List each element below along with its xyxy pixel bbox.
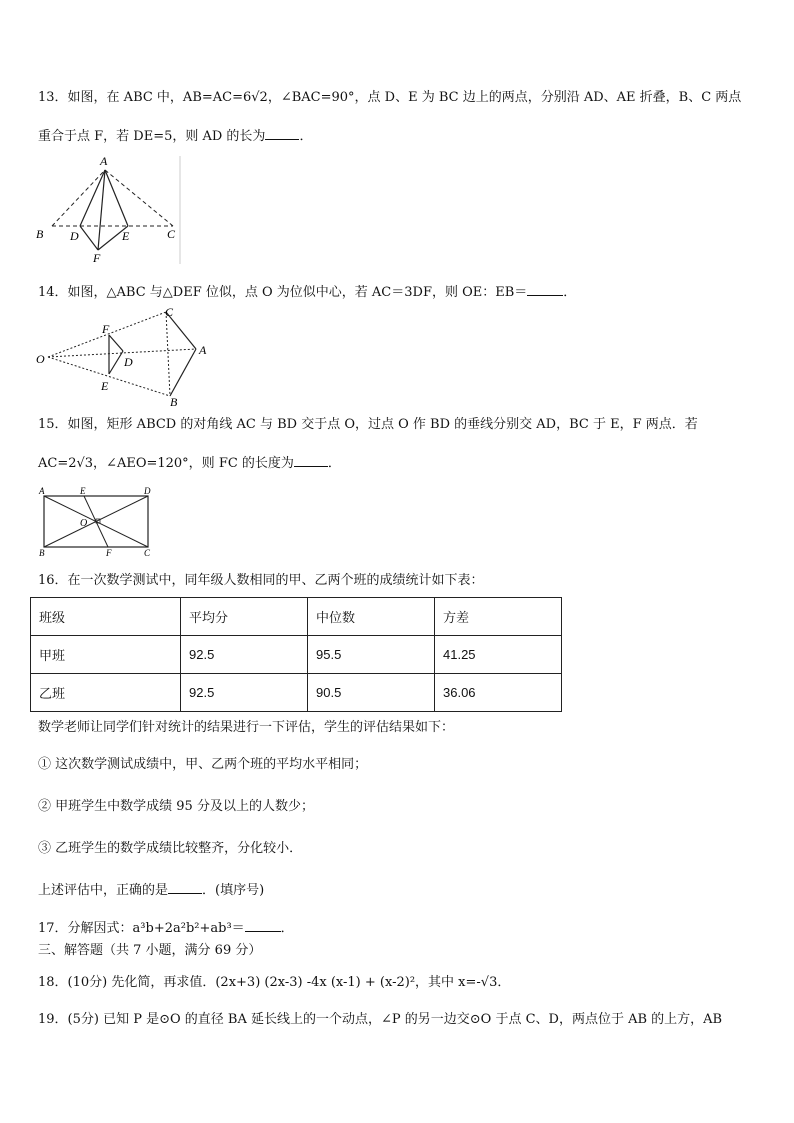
q15-figure (36, 484, 160, 560)
q13-line1: 13．如图，在 ABC 中，AB=AC=6√2，∠BAC=90°，点 D、E 为 BC 边上的两点，分别沿 AD、AE 折叠，B、C 两点 (38, 90, 742, 105)
q14-figure (34, 302, 214, 410)
q17-text: 17．分解因式：a³b+2a²b²+ab³＝ (38, 921, 245, 936)
table-header-row (31, 598, 562, 636)
label-F: F (93, 251, 101, 265)
label-A: A (100, 154, 108, 168)
label-F: F (106, 548, 112, 558)
q15-line2-text: AC=2√3，∠AEO=120°，则 FC 的长度为 (38, 456, 294, 471)
q17-line (38, 919, 294, 937)
q14-line1-end: ． (563, 285, 577, 300)
q16-item-3: ③ 乙班学生的数学成绩比较整齐，分化较小． (38, 841, 303, 856)
q19-line: 19．(5分) 已知 P 是⊙O 的直径 BA 延长线上的一个动点，∠P 的另一边交⊙O 于点 C、D，两点位于 AB 的上方，AB (38, 1012, 723, 1027)
q18-line: 18．(10分) 先化简，再求值．(2x+3) (2x-3) -4x (x-1) + (x-2)²，其中 x=-√3． (38, 975, 511, 990)
answer-blank[interactable] (245, 919, 281, 932)
answer-blank[interactable] (265, 127, 299, 140)
table-cell: 乙班 (31, 674, 181, 712)
label-B: B (170, 395, 178, 409)
section-heading: 三、解答题（共 7 小题，满分 69 分） (38, 943, 262, 958)
q14-line1 (38, 283, 576, 301)
q16-conclusion-end: ．(填序号) (202, 883, 265, 898)
label-B: B (39, 548, 45, 558)
label-C: C (165, 305, 174, 319)
label-E: E (101, 379, 109, 393)
label-B: B (36, 227, 44, 241)
q13-figure (30, 152, 190, 268)
q13-line2-text: 重合于点 F，若 DE=5，则 AD 的长为 (38, 129, 266, 144)
label-O: O (80, 518, 88, 529)
label-A: A (39, 486, 45, 496)
table-header-cell: 中位数 (308, 598, 435, 636)
q14-line1-text: 14．如图，△ABC 与△DEF 位似，点 O 为位似中心，若 AC＝3DF，则 OE：EB＝ (38, 285, 528, 300)
q15-line2-end: ． (327, 456, 341, 471)
answer-blank[interactable] (168, 881, 202, 894)
answer-blank[interactable] (527, 283, 563, 296)
label-F: F (102, 322, 110, 336)
label-O: O (36, 352, 45, 366)
table-cell: 41.25 (435, 636, 562, 674)
label-D: D (124, 355, 133, 369)
q13-line2 (38, 127, 312, 145)
label-E: E (80, 486, 86, 496)
q13-line2-end: ． (299, 129, 313, 144)
label-A: A (199, 343, 207, 357)
q16-item-1: ① 这次数学测试成绩中，甲、乙两个班的平均水平相同； (38, 757, 368, 772)
q15-line2 (38, 454, 341, 472)
label-D: D (144, 486, 151, 496)
q16-intro: 16．在一次数学测试中，同年级人数相同的甲、乙两个班的成绩统计如下表： (38, 573, 484, 588)
label-C: C (144, 548, 151, 558)
label-E: E (122, 229, 130, 243)
answer-blank[interactable] (294, 454, 328, 467)
table-cell: 36.06 (435, 674, 562, 712)
q16-conclusion (38, 881, 264, 899)
table-header-cell: 班级 (31, 598, 181, 636)
q16-after: 数学老师让同学们针对统计的结果进行一下评估，学生的评估结果如下： (38, 720, 455, 735)
table-row (31, 636, 562, 674)
table-cell: 95.5 (308, 636, 435, 674)
label-C: C (167, 227, 176, 241)
q16-item-2: ② 甲班学生中数学成绩 95 分及以上的人数少； (38, 799, 314, 814)
table-cell: 甲班 (31, 636, 181, 674)
table-cell: 90.5 (308, 674, 435, 712)
label-D: D (70, 229, 79, 243)
q15-line1: 15．如图，矩形 ABCD 的对角线 AC 与 BD 交于点 O，过点 O 作 BD 的垂线分别交 AD，BC 于 E，F 两点．若 (38, 417, 698, 432)
table-header-cell: 方差 (435, 598, 562, 636)
q16-conclusion-text: 上述评估中，正确的是 (38, 883, 169, 898)
q17-end: ． (280, 921, 294, 936)
table-row (31, 674, 562, 712)
score-table (30, 597, 562, 712)
table-header-cell: 平均分 (181, 598, 308, 636)
table-cell: 92.5 (181, 674, 308, 712)
table-cell: 92.5 (181, 636, 308, 674)
